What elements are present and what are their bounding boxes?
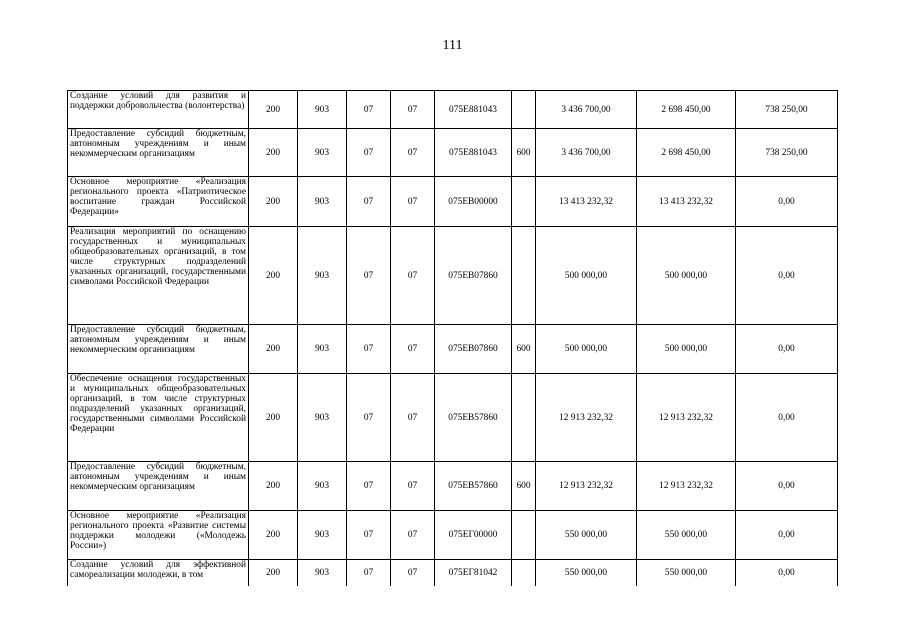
sum-2-cell: 13 413 232,32 xyxy=(637,177,736,227)
code-2-cell: 903 xyxy=(298,129,347,177)
row-name-cell: Предоставление субсидий бюджетным, автономным учреждениям и иным некоммерческим организациям xyxy=(68,325,249,374)
row-name-cell: Обеспечение оснащения государственных и муниципальных общеобразовательных организаций, в том числе структурных подразделений указанных организаций, государственными символами Российской Федерации xyxy=(68,374,249,462)
target-code-cell: 075EB07860 xyxy=(435,227,512,325)
code-2-cell: 903 xyxy=(298,91,347,129)
sum-3-cell: 738 250,00 xyxy=(736,129,838,177)
expense-type-cell: 600 xyxy=(512,462,536,511)
sum-2-cell: 550 000,00 xyxy=(637,560,736,587)
target-code-cell: 075EГ00000 xyxy=(435,511,512,560)
code-4-cell: 07 xyxy=(391,374,435,462)
code-4-cell: 07 xyxy=(391,560,435,587)
row-name-cell: Предоставление субсидий бюджетным, автономным учреждениям и иным некоммерческим организациям xyxy=(68,129,249,177)
code-1-cell: 200 xyxy=(249,177,298,227)
table-row xyxy=(68,374,838,462)
row-name-cell: Основное мероприятие «Реализация регионального проекта «Патриотическое воспитание граждан Российской Федерации» xyxy=(68,177,249,227)
code-2-cell: 903 xyxy=(298,560,347,587)
table-row xyxy=(68,462,838,511)
code-1-cell: 200 xyxy=(249,560,298,587)
code-2-cell: 903 xyxy=(298,177,347,227)
table-row xyxy=(68,325,838,374)
code-4-cell: 07 xyxy=(391,227,435,325)
expense-type-cell xyxy=(512,374,536,462)
code-3-cell: 07 xyxy=(347,511,391,560)
code-3-cell: 07 xyxy=(347,560,391,587)
sum-2-cell: 500 000,00 xyxy=(637,325,736,374)
code-4-cell: 07 xyxy=(391,462,435,511)
code-2-cell: 903 xyxy=(298,325,347,374)
code-2-cell: 903 xyxy=(298,227,347,325)
code-4-cell: 07 xyxy=(391,325,435,374)
expense-type-cell xyxy=(512,91,536,129)
sum-3-cell: 0,00 xyxy=(736,511,838,560)
sum-1-cell: 3 436 700,00 xyxy=(536,91,637,129)
target-code-cell: 075E881043 xyxy=(435,129,512,177)
table-row xyxy=(68,560,838,587)
table-row xyxy=(68,511,838,560)
expense-type-cell xyxy=(512,560,536,587)
table-row xyxy=(68,227,838,325)
expense-type-cell: 600 xyxy=(512,325,536,374)
sum-3-cell: 0,00 xyxy=(736,325,838,374)
page-number: 111 xyxy=(442,38,463,53)
sum-1-cell: 3 436 700,00 xyxy=(536,129,637,177)
code-4-cell: 07 xyxy=(391,129,435,177)
sum-2-cell: 500 000,00 xyxy=(637,227,736,325)
code-3-cell: 07 xyxy=(347,227,391,325)
table-row xyxy=(68,91,838,129)
code-3-cell: 07 xyxy=(347,91,391,129)
sum-1-cell: 550 000,00 xyxy=(536,560,637,587)
table-row xyxy=(68,129,838,177)
code-4-cell: 07 xyxy=(391,91,435,129)
sum-2-cell: 550 000,00 xyxy=(637,511,736,560)
budget-table xyxy=(67,90,838,586)
code-4-cell: 07 xyxy=(391,177,435,227)
code-1-cell: 200 xyxy=(249,511,298,560)
sum-1-cell: 500 000,00 xyxy=(536,227,637,325)
sum-3-cell: 0,00 xyxy=(736,177,838,227)
table-body xyxy=(68,91,838,587)
sum-2-cell: 12 913 232,32 xyxy=(637,374,736,462)
expense-type-cell: 600 xyxy=(512,129,536,177)
sum-3-cell: 0,00 xyxy=(736,462,838,511)
sum-1-cell: 550 000,00 xyxy=(536,511,637,560)
code-1-cell: 200 xyxy=(249,325,298,374)
code-3-cell: 07 xyxy=(347,374,391,462)
expense-type-cell xyxy=(512,227,536,325)
code-1-cell: 200 xyxy=(249,462,298,511)
code-3-cell: 07 xyxy=(347,129,391,177)
code-1-cell: 200 xyxy=(249,129,298,177)
sum-1-cell: 500 000,00 xyxy=(536,325,637,374)
sum-3-cell: 0,00 xyxy=(736,374,838,462)
target-code-cell: 075EГ81042 xyxy=(435,560,512,587)
code-3-cell: 07 xyxy=(347,462,391,511)
sum-3-cell: 0,00 xyxy=(736,227,838,325)
code-3-cell: 07 xyxy=(347,325,391,374)
sum-3-cell: 0,00 xyxy=(736,560,838,587)
sum-2-cell: 2 698 450,00 xyxy=(637,91,736,129)
target-code-cell: 075EB07860 xyxy=(435,325,512,374)
sum-2-cell: 2 698 450,00 xyxy=(637,129,736,177)
target-code-cell: 075E881043 xyxy=(435,91,512,129)
code-1-cell: 200 xyxy=(249,374,298,462)
code-1-cell: 200 xyxy=(249,227,298,325)
row-name-cell: Предоставление субсидий бюджетным, автономным учреждениям и иным некоммерческим организациям xyxy=(68,462,249,511)
sum-1-cell: 12 913 232,32 xyxy=(536,374,637,462)
row-name-cell: Основное мероприятие «Реализация регионального проекта «Развитие системы поддержки молодежи («Молодежь России») xyxy=(68,511,249,560)
code-4-cell: 07 xyxy=(391,511,435,560)
sum-3-cell: 738 250,00 xyxy=(736,91,838,129)
target-code-cell: 075EB57860 xyxy=(435,462,512,511)
expense-type-cell xyxy=(512,511,536,560)
code-3-cell: 07 xyxy=(347,177,391,227)
sum-2-cell: 12 913 232,32 xyxy=(637,462,736,511)
target-code-cell: 075EB57860 xyxy=(435,374,512,462)
code-1-cell: 200 xyxy=(249,91,298,129)
table-row xyxy=(68,177,838,227)
sum-1-cell: 13 413 232,32 xyxy=(536,177,637,227)
expense-type-cell xyxy=(512,177,536,227)
target-code-cell: 075EB00000 xyxy=(435,177,512,227)
code-2-cell: 903 xyxy=(298,374,347,462)
code-2-cell: 903 xyxy=(298,462,347,511)
code-2-cell: 903 xyxy=(298,511,347,560)
row-name-cell: Создание условий для развития и поддержки добровольчества (волонтерства) xyxy=(68,91,249,129)
row-name-cell: Создание условий для эффективной самореализации молодежи, в том xyxy=(68,560,249,587)
sum-1-cell: 12 913 232,32 xyxy=(536,462,637,511)
row-name-cell: Реализация мероприятий по оснащению государственных и муниципальных общеобразовательных организаций, в том числе структурных подразделений указанных организаций, государственными символами Российской Федерации xyxy=(68,227,249,325)
